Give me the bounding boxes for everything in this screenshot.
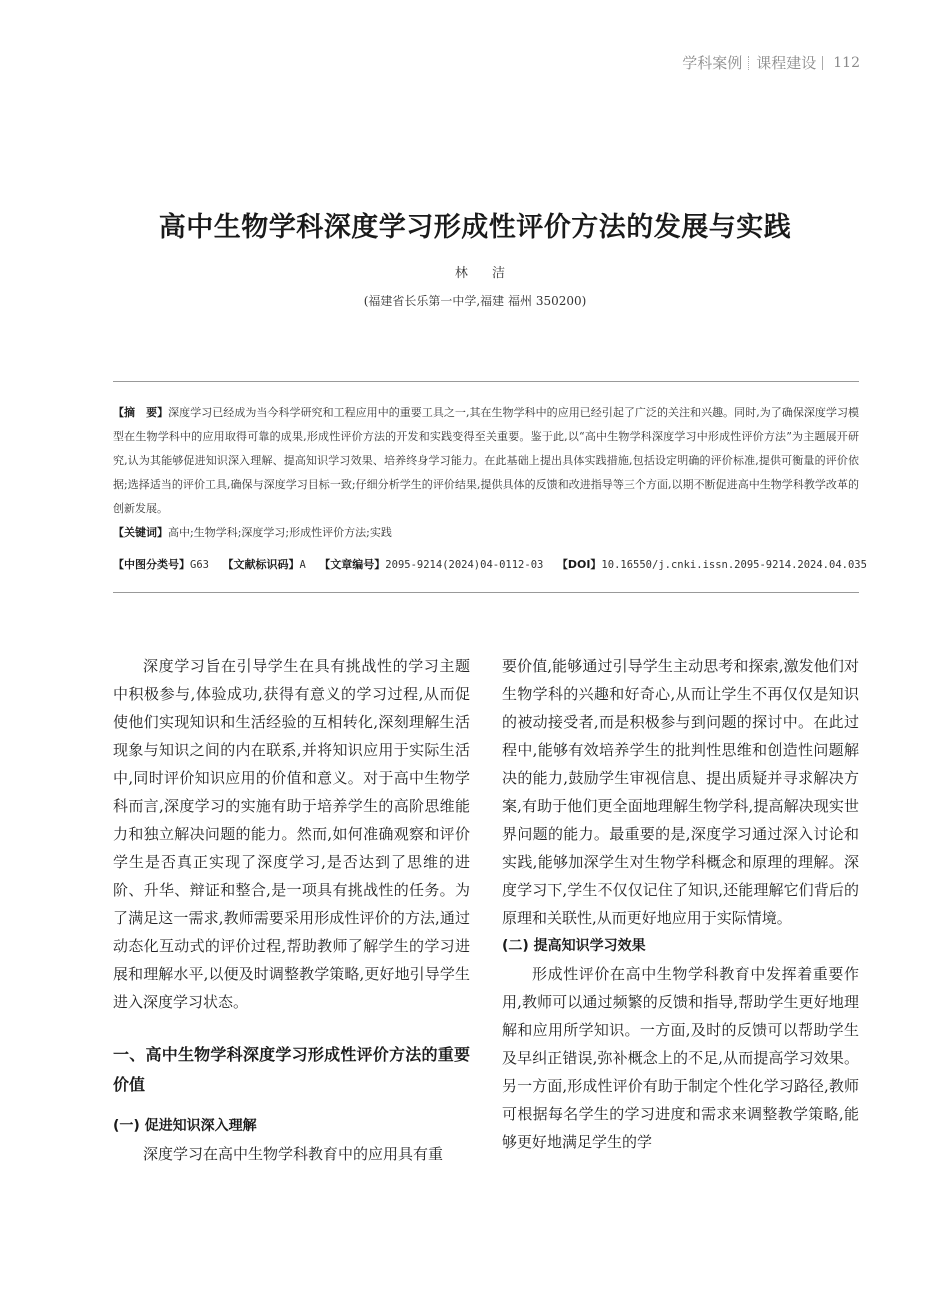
abstract-top-rule [113, 381, 859, 382]
article-title: 高中生物学科深度学习形成性评价方法的发展与实践 [158, 212, 792, 243]
header-subsection: 课程建设 [756, 54, 817, 72]
running-header [682, 52, 860, 73]
abstract-label: 【摘 要】 [113, 406, 169, 419]
article-number-label: 【文章编号】 [319, 558, 386, 571]
doc-code-label: 【文献标识码】 [222, 558, 300, 571]
subsection-2-paragraph: 形成性评价在高中生物学科教育中发挥着重要作用,教师可以通过频繁的反馈和指导,帮助学生更好地理解和应用所学知识。一方面,及时的反馈可以帮助学生及早纠正错误,弥补概念上的不足,从而提高学习效果。另一方面,形成性评价有助于制定个性化学习路径,教师可根据每名学生的学习进度和需求来调整教学策略,能够更好地满足学生的学 [502, 965, 859, 1151]
doc-code-value: A [299, 559, 306, 571]
header-section: 学科案例 [682, 54, 743, 72]
keywords-label: 【关键词】 [113, 526, 168, 539]
header-divider [748, 56, 750, 70]
section-heading-1: 一、高中生物学科深度学习形成性评价方法的重要价值 [113, 1045, 470, 1094]
classification-line [113, 556, 873, 572]
abstract-text: 深度学习已经成为当今科学研究和工程应用中的重要工具之一,其在生物学科中的应用已经引起了广泛的关注和兴趣。同时,为了确保深度学习模型在生物学科中的应用取得可靠的成果,形成性评价方法的开发和实践变得至关重要。鉴于此,以“高中生物学科深度学习中形成性评价方法”为主题展开研究,认为其能够促进知识深入理解、提高知识学习效果、培养终身学习能力。在此基础上提出具体实践措施,包括设定明确的评价标准,提供可衡量的评价依据;选择适当的评价工具,确保与深度学习目标一致;仔细分析学生的评价结果,提供具体的反馈和改进指导等三个方面,以期不断促进高中生物学科教学改革的创新发展。 [113, 406, 859, 515]
subsection-1-paragraph-cont: 要价值,能够通过引导学生主动思考和探索,激发他们对生物学科的兴趣和好奇心,从而让学生不再仅仅是知识的被动接受者,而是积极参与到问题的探讨中。在此过程中,能够有效培养学生的批判性思维和创造性问题解决的能力,鼓励学生审视信息、提出质疑并寻求解决方案,有助于他们更全面地理解生物学科,提高解决现实世界问题的能力。最重要的是,深度学习通过深入讨论和实践,能够加深学生对生物学科概念和原理的理解。深度学习下,学生不仅仅记住了知识,还能理解它们背后的原理和关联性,从而更好地应用于实际情境。 [502, 657, 859, 927]
subsection-heading-2: (二) 提高知识学习效果 [502, 938, 646, 954]
subsection-heading-1: (一) 促进知识深入理解 [113, 1118, 257, 1134]
abstract-bottom-rule [113, 592, 859, 593]
clc-value: G63 [190, 559, 209, 571]
article-number-value: 2095-9214(2024)04-0112-03 [385, 559, 544, 571]
body-column-left [113, 652, 470, 1168]
subsection-1-paragraph-start: 深度学习在高中生物学科教育中的应用具有重 [143, 1145, 444, 1163]
doi-label: 【DOI】 [556, 558, 602, 571]
body-column-right [502, 652, 859, 1156]
article-author: 林 洁 [454, 266, 516, 281]
abstract-block [113, 401, 859, 521]
keywords-line [113, 524, 859, 540]
keywords-text: 高中;生物学科;深度学习;形成性评价方法;实践 [168, 526, 392, 539]
page-number: 112 [833, 54, 860, 71]
header-pipe [822, 56, 823, 70]
clc-label: 【中图分类号】 [113, 558, 190, 571]
doi-value: 10.16550/j.cnki.issn.2095-9214.2024.04.035 [601, 559, 867, 571]
author-affiliation: (福建省长乐第一中学,福建 福州 350200) [363, 294, 587, 308]
intro-paragraph: 深度学习旨在引导学生在具有挑战性的学习主题中积极参与,体验成功,获得有意义的学习过程,从而促使他们实现知识和生活经验的互相转化,深刻理解生活现象与知识之间的内在联系,并将知识应用于实际生活中,同时评价知识应用的价值和意义。对于高中生物学科而言,深度学习的实施有助于培养学生的高阶思维能力和独立解决问题的能力。然而,如何准确观察和评价学生是否真正实现了深度学习,是否达到了思维的进阶、升华、辩证和整合,是一项具有挑战性的任务。为了满足这一需求,教师需要采用形成性评价的方法,通过动态化互动式的评价过程,帮助教师了解学生的学习进展和理解水平,以便及时调整教学策略,更好地引导学生进入深度学习状态。 [113, 657, 470, 1011]
